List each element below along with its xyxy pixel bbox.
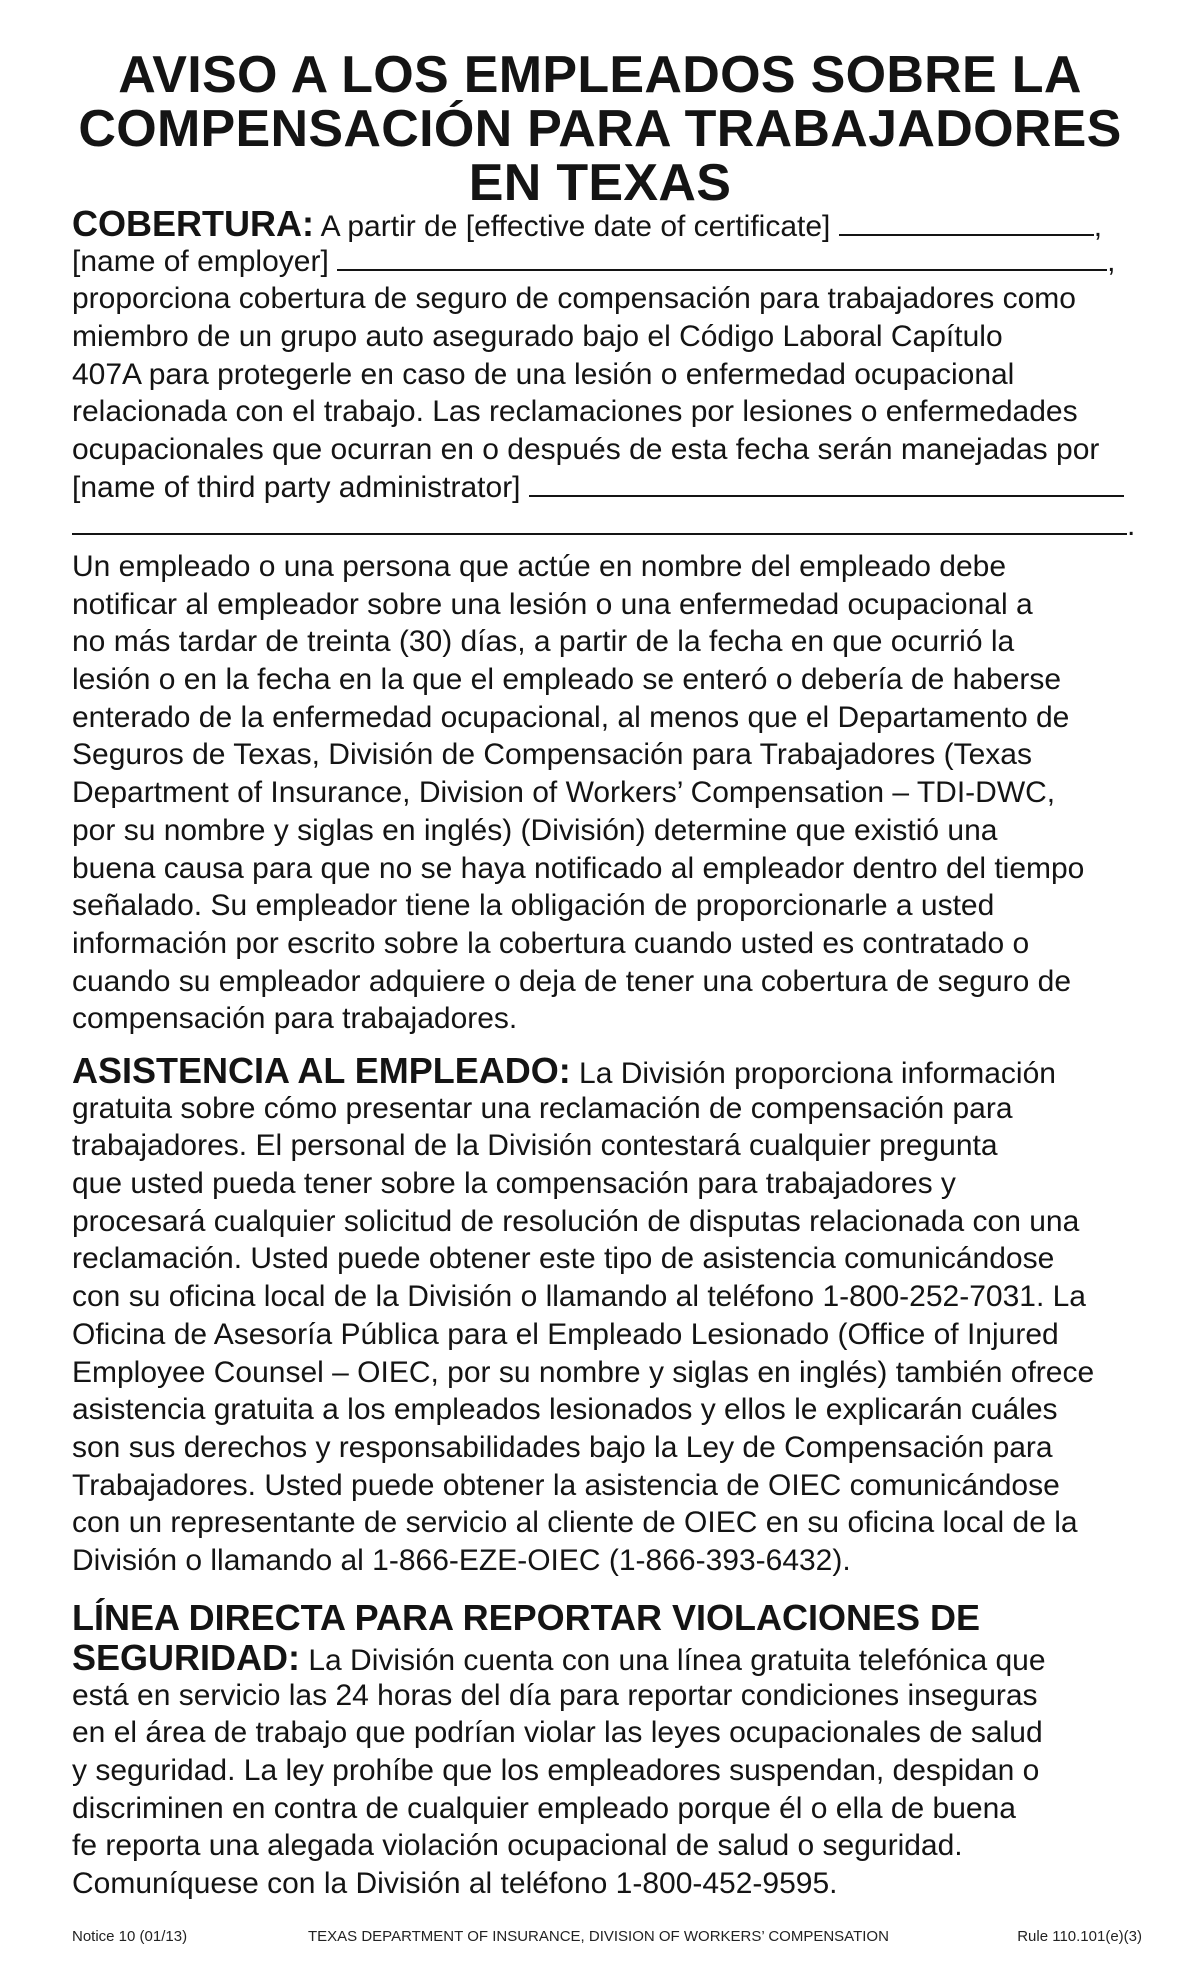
notify-line: por su nombre y siglas en inglés) (División) determine que existió una <box>72 813 998 847</box>
assistance-section <box>72 1052 1162 1580</box>
assist-line: Employee Counsel – OIEC, por su nombre y siglas en inglés) también ofrece <box>72 1355 1095 1389</box>
notify-line: notificar al empleador sobre una lesión o una enfermedad ocupacional a <box>72 587 1033 621</box>
administrator-blank[interactable] <box>529 469 1124 497</box>
coverage-line-5: 407A para protegerle en caso de una lesión o enfermedad ocupacional <box>72 357 1015 391</box>
coverage-section <box>72 205 1162 544</box>
hotline-line: y seguridad. La ley prohíbe que los empleadores suspendan, despidan o <box>72 1754 1040 1788</box>
assist-line: reclamación. Usted puede obtener este tipo de asistencia comunicándose <box>72 1242 1055 1276</box>
notice-number: Notice 10 (01/13) <box>72 1928 188 1945</box>
assist-line: que usted pueda tener sobre la compensación para trabajadores y <box>72 1167 956 1201</box>
assist-line: Oficina de Asesoría Pública para el Empleado Lesionado (Office of Injured <box>72 1317 1059 1351</box>
comma: , <box>1107 244 1116 278</box>
assist-line: gratuita sobre cómo presentar una reclamación de compensación para <box>72 1091 1013 1125</box>
hotline-first-text: La División cuenta con una línea gratuita telefónica que <box>300 1644 1046 1677</box>
assist-line: procesará cualquier solicitud de resolución de disputas relacionada con una <box>72 1204 1080 1238</box>
title-line-3: EN TEXAS <box>468 154 732 212</box>
notify-line: señalado. Su empleador tiene la obligación de proporcionarle a usted <box>72 889 995 923</box>
coverage-line-7: ocupacionales que ocurran en o después de esta fecha serán manejadas por <box>72 433 1100 467</box>
assist-line: con su oficina local de la División o llamando al teléfono 1-800-252-7031. La <box>72 1280 1086 1314</box>
notify-line: buena causa para que no se haya notificado al empleador dentro del tiempo <box>72 851 1085 885</box>
administrator-label: [name of third party administrator] <box>72 470 529 504</box>
assist-line: asistencia gratuita a los empleados lesionados y ellos le explicarán cuáles <box>72 1393 1058 1427</box>
notify-line: cuando su empleador adquiere o deja de tener una cobertura de seguro de <box>72 964 1072 998</box>
coverage-line-2 <box>72 243 1162 281</box>
employer-name-label: [name of employer] <box>72 244 338 278</box>
hotline-line: está en servicio las 24 horas del día para reportar condiciones inseguras <box>72 1678 1038 1712</box>
coverage-line-4: miembro de un grupo auto asegurado bajo el Código Laboral Capítulo <box>72 320 1003 354</box>
notify-line: Department of Insurance, Division of Workers’ Compensation – TDI-DWC, <box>72 776 1056 810</box>
assist-line: con un representante de servicio al cliente de OIEC en su oficina local de la <box>72 1506 1078 1540</box>
comma: , <box>1093 210 1103 243</box>
title-line-1: AVISO A LOS EMPLEADOS SOBRE LA <box>118 46 1082 104</box>
hotline-heading-line-1: LÍNEA DIRECTA PARA REPORTAR VIOLACIONES DE <box>72 1597 981 1638</box>
coverage-line-1 <box>72 205 1162 243</box>
administrator-blank-continued[interactable] <box>72 507 1127 535</box>
assist-line: son sus derechos y responsabilidades bajo la Ley de Compensación para <box>72 1430 1053 1464</box>
assist-line-first <box>72 1052 1162 1090</box>
notification-paragraph <box>72 548 1162 1038</box>
safety-hotline-section <box>72 1599 1162 1903</box>
hotline-line-first <box>72 1639 1162 1677</box>
coverage-line-9 <box>72 507 1162 545</box>
hotline-line: en el área de trabajo que podrían violar las leyes ocupacionales de salud <box>72 1716 1043 1750</box>
assist-line: Trabajadores. Usted puede obtener la asistencia de OIEC comunicándose <box>72 1468 1060 1502</box>
assist-line: trabajadores. El personal de la División contestará cualquier pregunta <box>72 1129 998 1163</box>
employer-name-blank[interactable] <box>337 243 1107 271</box>
notify-line: no más tardar de treinta (30) días, a partir de la fecha en que ocurrió la <box>72 625 1015 659</box>
effective-date-blank[interactable] <box>839 208 1094 236</box>
assistance-heading: ASISTENCIA AL EMPLEADO: <box>72 1050 571 1091</box>
period: . <box>1127 508 1136 542</box>
assist-line: División o llamando al 1-866-EZE-OIEC (1-866-393-6432). <box>72 1543 851 1577</box>
hotline-heading-line-2: SEGURIDAD: <box>72 1637 301 1678</box>
notify-line: información por escrito sobre la cobertura cuando usted es contratado o <box>72 926 1030 960</box>
hotline-line: discriminen en contra de cualquier empleado porque él o ella de buena <box>72 1791 1016 1825</box>
coverage-line-3: proporciona cobertura de seguro de compensación para trabajadores como <box>72 282 1076 316</box>
hotline-line: Comuníquese con la División al teléfono 1-800-452-9595. <box>72 1867 838 1901</box>
coverage-heading: COBERTURA: <box>72 203 314 244</box>
agency-name: TEXAS DEPARTMENT OF INSURANCE, DIVISION OF WORKERS’ COMPENSATION <box>308 1928 889 1945</box>
notify-line: enterado de la enfermedad ocupacional, al menos que el Departamento de <box>72 700 1070 734</box>
rule-reference: Rule 110.101(e)(3) <box>1017 1928 1142 1945</box>
effective-date-label: A partir de [effective date of certificate] <box>313 210 839 243</box>
notify-line: Un empleado o una persona que actúe en nombre del empleado debe <box>72 550 1007 583</box>
notify-line: compensación para trabajadores. <box>72 1002 518 1036</box>
hotline-line: fe reporta una alegada violación ocupacional de salud o seguridad. <box>72 1829 963 1863</box>
title-line-2: COMPENSACIÓN PARA TRABAJADORES <box>78 100 1122 158</box>
notice-title <box>0 48 1200 210</box>
coverage-line-6: relacionada con el trabajo. Las reclamaciones por lesiones o enfermedades <box>72 395 1078 429</box>
notify-line: Seguros de Texas, División de Compensación para Trabajadores (Texas <box>72 738 1032 772</box>
assist-first-text: La División proporciona información <box>570 1057 1056 1090</box>
notify-line: lesión o en la fecha en la que el empleado se enteró o debería de haberse <box>72 663 1062 697</box>
coverage-line-8 <box>72 469 1162 507</box>
